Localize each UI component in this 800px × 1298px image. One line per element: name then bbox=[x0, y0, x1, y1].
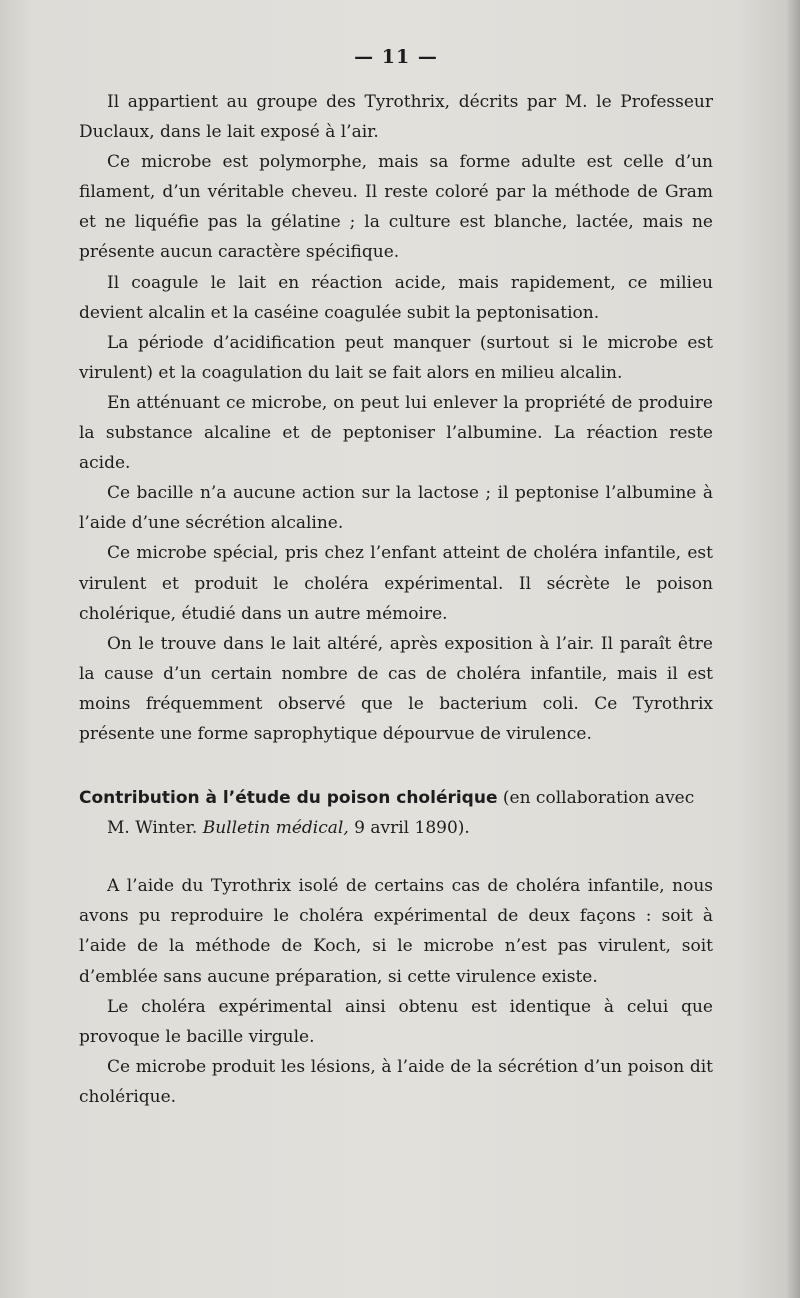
paragraph: La période d’acidification peut manquer (surtout si le microbe est virulent) et la coagulation du lait se fait alors en milieu alcalin. bbox=[79, 332, 713, 383]
section-gap bbox=[79, 749, 713, 783]
heading-journal: Bulletin médical, bbox=[202, 818, 349, 839]
section-gap bbox=[79, 843, 713, 871]
page-number: — 11 — bbox=[354, 46, 438, 68]
paragraph: Ce microbe spécial, pris chez l’enfant atteint de choléra infantile, est virulent et produit le choléra expérimental. Il sécrète le poison cholérique, étudié dans un autre mémoire. bbox=[79, 543, 713, 624]
heading-citation-end: 9 avril 1890). bbox=[348, 818, 470, 839]
paragraph: Le choléra expérimental ainsi obtenu est identique à celui que provoque le bacille virgule. bbox=[79, 996, 713, 1047]
paragraph: Ce bacille n’a aucune action sur la lactose ; il peptonise l’albumine à l’aide d’une sécrétion alcaline. bbox=[79, 483, 713, 534]
heading-title: Contribution à l’étude du poison cholérique bbox=[79, 788, 498, 809]
heading-citation-start: (en collaboration avec M. Winter. bbox=[107, 788, 695, 839]
section-heading bbox=[79, 783, 713, 843]
page-text bbox=[79, 40, 713, 1112]
page-edge-shadow bbox=[786, 0, 800, 1298]
paragraph: Ce microbe est polymorphe, mais sa forme adulte est celle d’un filament, d’un véritable cheveu. Il reste coloré par la méthode de Gram et ne liquéfie pas la gélatine ; la culture est blanche, lactée, mais ne présente aucun caractère spécifique. bbox=[79, 152, 713, 263]
paragraph: Ce microbe produit les lésions, à l’aide de la sécrétion d’un poison dit cholérique. bbox=[79, 1056, 713, 1107]
paragraph: Il coagule le lait en réaction acide, mais rapidement, ce milieu devient alcalin et la caséine coagulée subit la peptonisation. bbox=[79, 272, 713, 323]
paragraph: Il appartient au groupe des Tyrothrix, décrits par M. le Professeur Duclaux, dans le lait exposé à l’air. bbox=[79, 92, 713, 143]
paragraph: En atténuant ce microbe, on peut lui enlever la propriété de produire la substance alcaline et de peptoniser l’albumine. La réaction reste acide. bbox=[79, 392, 713, 474]
paragraph: A l’aide du Tyrothrix isolé de certains cas de choléra infantile, nous avons pu reproduire le choléra expérimental de deux façons : soit à l’aide de la méthode de Koch, si le microbe n’est pas virulent, soit d’emblée sans aucune préparation, si cette virulence existe. bbox=[79, 876, 713, 987]
paragraph: On le trouve dans le lait altéré, après exposition à l’air. Il paraît être la cause d’un certain nombre de cas de choléra infantile, mais il est moins fréquemment observé que le bacterium coli. Ce Tyrothrix présente une forme saprophytique dépourvue de virulence. bbox=[79, 633, 713, 744]
